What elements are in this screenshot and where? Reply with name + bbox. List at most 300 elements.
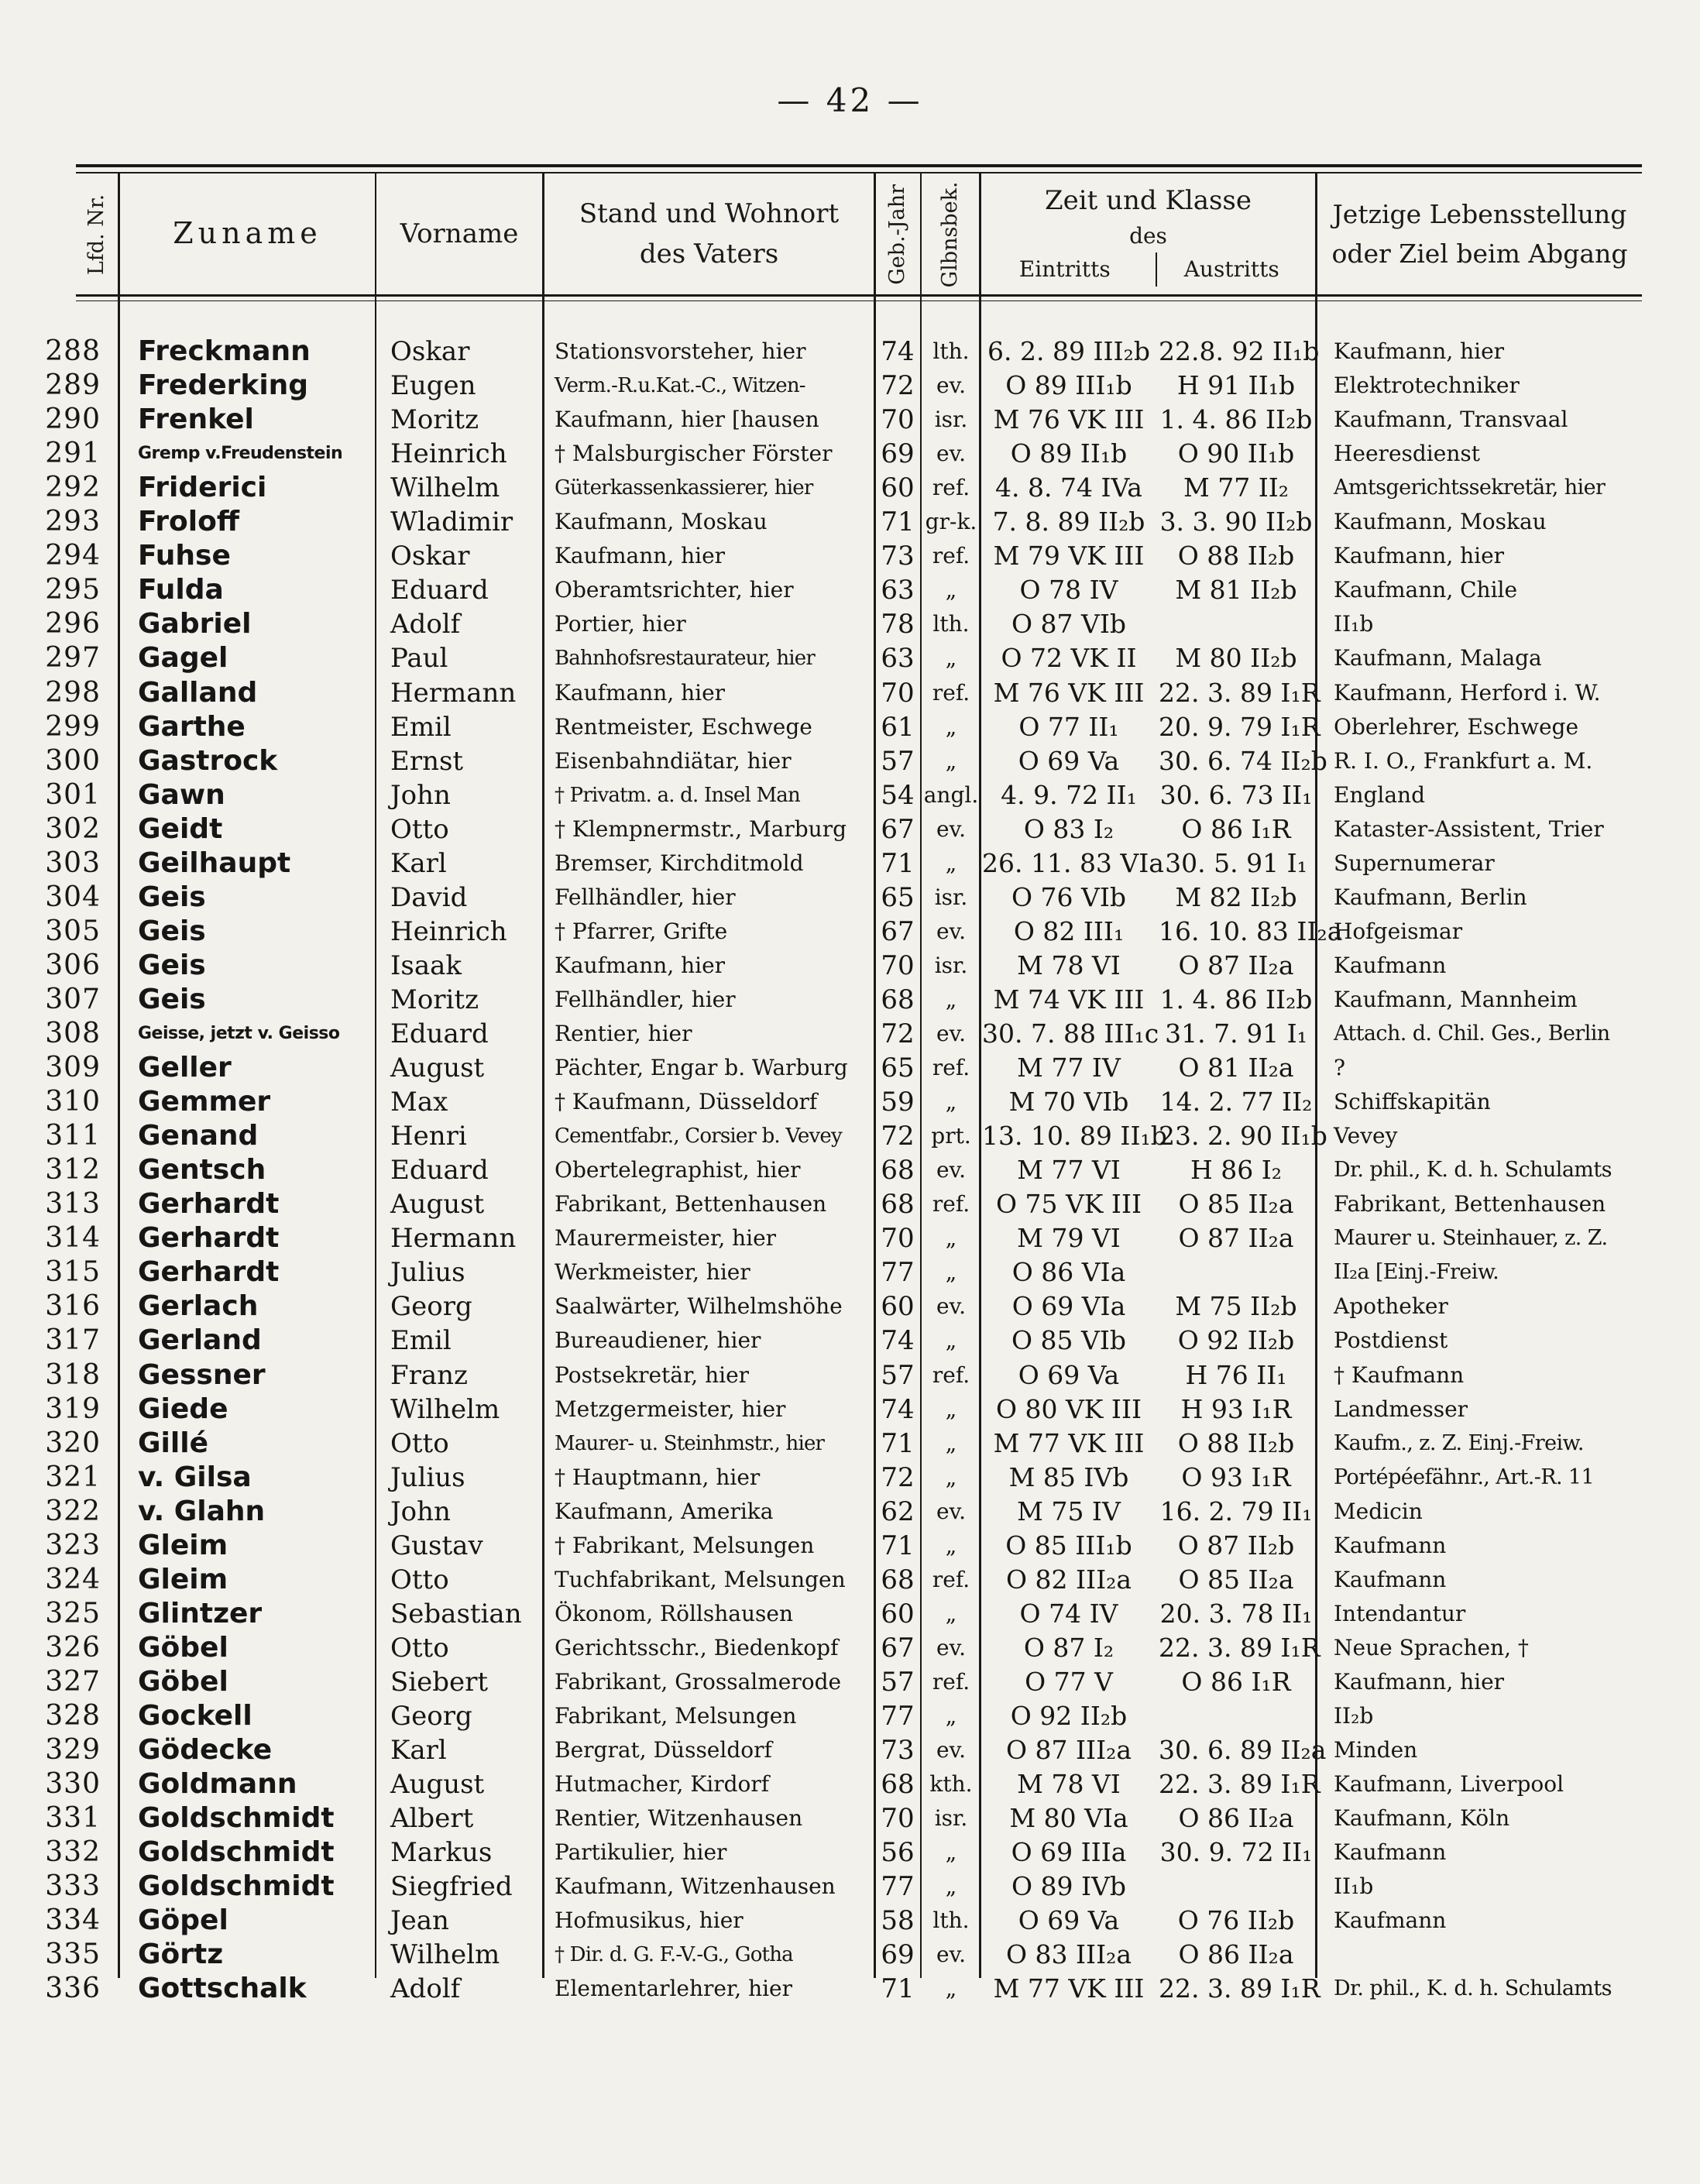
cell-geb-jahr: 56 xyxy=(881,1837,915,1869)
cell-geb-jahr: 70 xyxy=(881,404,915,436)
cell-glaubensbekenntnis: ev. xyxy=(936,441,966,467)
cell-zuname: Frederking xyxy=(138,369,309,402)
cell-vorname: Wladimir xyxy=(390,507,513,538)
cell-lebensstellung: R. I. O., Frankfurt a. M. xyxy=(1334,747,1593,774)
cell-glaubensbekenntnis: „ xyxy=(945,1873,957,1900)
cell-austritt: O 85 II₂a xyxy=(1178,1189,1294,1220)
table-row xyxy=(0,846,1700,881)
cell-glaubensbekenntnis: ev. xyxy=(936,1021,966,1046)
cell-austritt: H 91 II₁b xyxy=(1176,370,1296,401)
cell-austritt: O 86 I₁R xyxy=(1181,813,1291,844)
header-zuname: Zuname xyxy=(173,216,322,251)
cell-nr: 308 xyxy=(45,1018,101,1049)
cell-glaubensbekenntnis: ev. xyxy=(936,1942,966,1968)
cell-austritt: O 86 II₂a xyxy=(1178,1939,1294,1970)
cell-eintritt: O 74 IV xyxy=(1019,1598,1118,1629)
cell-eintritt: M 76 VK III xyxy=(993,404,1145,435)
cell-nr: 298 xyxy=(45,676,101,709)
cell-austritt: 16. 10. 83 II₂a xyxy=(1159,915,1343,946)
cell-glaubensbekenntnis: ref. xyxy=(932,1362,970,1388)
cell-nr: 314 xyxy=(45,1222,101,1255)
cell-zuname: Gastrock xyxy=(138,744,278,777)
cell-lebensstellung: Schiffskapitän xyxy=(1334,1089,1491,1115)
cell-glaubensbekenntnis: „ xyxy=(945,1089,957,1115)
cell-vorname: Adolf xyxy=(390,1973,461,2005)
cell-geb-jahr: 72 xyxy=(881,1461,915,1493)
cell-lebensstellung: Kaufmann xyxy=(1334,952,1447,978)
cell-stand: † Pfarrer, Grifte xyxy=(555,918,728,944)
cell-geb-jahr: 67 xyxy=(881,1632,915,1664)
cell-austritt: O 86 II₂a xyxy=(1178,1803,1294,1834)
cell-eintritt: O 85 VIb xyxy=(1011,1325,1127,1356)
cell-nr: 299 xyxy=(45,710,101,743)
cell-eintritt: M 75 IV xyxy=(1017,1495,1121,1526)
cell-zuname: Geis xyxy=(138,915,206,947)
cell-lebensstellung: Kaufmann, Mannheim xyxy=(1334,986,1578,1012)
table-row xyxy=(0,1017,1700,1051)
cell-glaubensbekenntnis: isr. xyxy=(934,407,968,433)
cell-vorname: Adolf xyxy=(390,609,461,640)
cell-stand: Kaufmann, hier [hausen xyxy=(555,407,819,433)
cell-glaubensbekenntnis: angl. xyxy=(923,781,979,808)
cell-lebensstellung: Elektrotechniker xyxy=(1334,373,1520,399)
cell-zuname: Frenkel xyxy=(138,403,254,436)
cell-nr: 293 xyxy=(45,506,101,538)
cell-nr: 332 xyxy=(45,1836,101,1869)
cell-eintritt: O 80 VK III xyxy=(995,1393,1142,1424)
cell-geb-jahr: 74 xyxy=(881,1393,915,1425)
cell-zuname: Gawn xyxy=(138,778,225,811)
cell-zuname: Gillé xyxy=(138,1427,208,1459)
cell-stand: Rentier, Witzenhausen xyxy=(555,1805,803,1832)
cell-geb-jahr: 72 xyxy=(881,1018,915,1049)
cell-austritt xyxy=(1159,1699,1314,1733)
cell-nr: 311 xyxy=(45,1120,101,1152)
cell-zuname: Gödecke xyxy=(138,1734,273,1767)
cell-austritt: 23. 2. 90 II₁b xyxy=(1159,1121,1327,1152)
cell-lebensstellung: Kaufmann, Moskau xyxy=(1334,509,1547,535)
table-row xyxy=(0,1597,1700,1631)
cell-nr: 297 xyxy=(45,642,101,675)
cell-austritt xyxy=(1159,1255,1314,1289)
cell-zuname: Gleim xyxy=(138,1563,228,1595)
table-row xyxy=(0,1870,1700,1904)
cell-lebensstellung: Kaufm., z. Z. Einj.-Freiw. xyxy=(1334,1430,1584,1455)
cell-zuname: Garthe xyxy=(138,710,246,743)
cell-stand: † Klempnermstr., Marburg xyxy=(555,816,847,842)
cell-stand: † Kaufmann, Düsseldorf xyxy=(555,1089,818,1115)
table-row xyxy=(0,915,1700,949)
cell-geb-jahr: 73 xyxy=(881,1735,915,1767)
cell-eintritt: M 79 VK III xyxy=(993,541,1145,572)
table-row xyxy=(0,1699,1700,1733)
table-row xyxy=(0,505,1700,539)
cell-stand: Kaufmann, hier xyxy=(555,952,726,978)
cell-zuname: Gremp v.Freudenstein xyxy=(138,444,343,464)
cell-nr: 322 xyxy=(45,1495,101,1527)
cell-geb-jahr: 68 xyxy=(881,1155,915,1186)
cell-stand: Maurermeister, hier xyxy=(555,1225,777,1252)
cell-eintritt: O 89 II₁b xyxy=(1010,438,1128,469)
cell-nr: 301 xyxy=(45,778,101,811)
cell-lebensstellung xyxy=(1334,1938,1643,1972)
cell-vorname: Karl xyxy=(390,1735,447,1767)
cell-eintritt: M 79 VI xyxy=(1017,1223,1121,1254)
cell-zuname: Gottschalk xyxy=(138,1973,307,2005)
table-row xyxy=(0,1972,1700,2006)
cell-lebensstellung: ? xyxy=(1334,1055,1346,1081)
cell-vorname: Eduard xyxy=(390,1018,489,1049)
cell-austritt: M 80 II₂b xyxy=(1175,643,1297,674)
cell-geb-jahr: 70 xyxy=(881,1223,915,1255)
cell-austritt: 22. 3. 89 I₁R xyxy=(1159,677,1321,708)
cell-austritt: 30. 6. 89 II₂a xyxy=(1159,1735,1327,1766)
cell-zuname: Geis xyxy=(138,881,206,913)
cell-eintritt: O 83 I₂ xyxy=(1023,813,1114,844)
cell-geb-jahr: 67 xyxy=(881,813,915,845)
table-row xyxy=(0,1358,1700,1392)
cell-eintritt: M 85 IVb xyxy=(1008,1461,1129,1492)
cell-stand: Kaufmann, hier xyxy=(555,679,726,706)
cell-geb-jahr: 71 xyxy=(881,1427,915,1459)
cell-stand: † Fabrikant, Melsungen xyxy=(555,1532,815,1558)
cell-eintritt: M 77 VK III xyxy=(993,1973,1145,2004)
cell-zuname: Gockell xyxy=(138,1700,252,1732)
cell-lebensstellung: Kaufmann, Transvaal xyxy=(1334,407,1568,433)
cell-eintritt: M 74 VK III xyxy=(993,984,1145,1015)
cell-zuname: Gerlach xyxy=(138,1290,259,1323)
cell-glaubensbekenntnis: isr. xyxy=(934,884,968,910)
cell-stand: Metzgermeister, hier xyxy=(555,1396,786,1422)
cell-geb-jahr: 60 xyxy=(881,472,915,504)
cell-stand: Bureaudiener, hier xyxy=(555,1327,761,1354)
cell-austritt: 22. 3. 89 I₁R xyxy=(1159,1632,1321,1663)
cell-nr: 304 xyxy=(45,881,101,913)
cell-lebensstellung: Dr. phil., K. d. h. Schulamts xyxy=(1334,1976,1612,2001)
table-row xyxy=(0,1085,1700,1119)
cell-lebensstellung: Kaufmann xyxy=(1334,1839,1447,1866)
cell-glaubensbekenntnis: „ xyxy=(945,1259,957,1286)
cell-eintritt: 4. 9. 72 II₁ xyxy=(1001,779,1137,810)
cell-zuname: v. Gilsa xyxy=(138,1461,252,1493)
cell-eintritt: O 87 VIb xyxy=(1011,609,1127,640)
cell-eintritt: 30. 7. 88 III₁c xyxy=(982,1018,1159,1049)
cell-austritt: O 86 I₁R xyxy=(1181,1666,1291,1697)
cell-austritt: M 81 II₂b xyxy=(1175,575,1297,606)
cell-lebensstellung: Kaufmann, Herford i. W. xyxy=(1334,679,1601,706)
cell-zuname: Göbel xyxy=(138,1665,228,1698)
cell-lebensstellung: II₁b xyxy=(1334,1873,1374,1900)
cell-stand: Kaufmann, hier xyxy=(555,543,726,569)
cell-geb-jahr: 63 xyxy=(881,643,915,675)
cell-nr: 323 xyxy=(45,1529,101,1561)
cell-lebensstellung: Attach. d. Chil. Ges., Berlin xyxy=(1334,1022,1610,1046)
cell-zuname: Geilhaupt xyxy=(138,846,291,879)
page-number: — 42 — xyxy=(777,81,923,119)
cell-vorname: Markus xyxy=(390,1837,493,1869)
cell-eintritt: 6. 2. 89 III₂b xyxy=(987,336,1150,366)
cell-zuname: Fuhse xyxy=(138,540,231,572)
cell-stand: Hutmacher, Kirdorf xyxy=(555,1771,770,1798)
cell-glaubensbekenntnis: ev. xyxy=(936,373,966,399)
cell-austritt: 1. 4. 86 II₂b xyxy=(1159,404,1313,435)
cell-stand: Rentier, hier xyxy=(555,1021,692,1046)
table-row xyxy=(0,1938,1700,1972)
cell-stand: † Malsburgischer Förster xyxy=(555,441,833,467)
header-austritts: Austritts xyxy=(1183,256,1279,282)
cell-stand: Güterkassenkassierer, hier xyxy=(555,476,813,500)
cell-nr: 335 xyxy=(45,1938,101,1971)
cell-lebensstellung: Landmesser xyxy=(1334,1396,1468,1422)
cell-stand: Hofmusikus, hier xyxy=(555,1908,744,1934)
cell-austritt xyxy=(1159,1870,1314,1904)
cell-zuname: Genand xyxy=(138,1120,259,1152)
cell-glaubensbekenntnis: „ xyxy=(945,1600,957,1626)
cell-eintritt: 13. 10. 89 II₁b xyxy=(982,1121,1167,1152)
cell-nr: 310 xyxy=(45,1086,101,1118)
cell-vorname: Julius xyxy=(390,1257,465,1289)
cell-geb-jahr: 68 xyxy=(881,1564,915,1595)
cell-nr: 324 xyxy=(45,1563,101,1595)
cell-zuname: Goldschmidt xyxy=(138,1870,335,1903)
cell-austritt: 22. 3. 89 I₁R xyxy=(1159,1973,1321,2004)
cell-zuname: Göbel xyxy=(138,1631,228,1664)
table-row xyxy=(0,778,1700,812)
cell-vorname: Wilhelm xyxy=(390,1393,500,1425)
cell-austritt: 14. 2. 77 II₂ xyxy=(1159,1087,1313,1118)
cell-glaubensbekenntnis: lth. xyxy=(932,1908,970,1934)
cell-zuname: Gabriel xyxy=(138,608,252,640)
cell-glaubensbekenntnis: „ xyxy=(945,850,957,876)
cell-lebensstellung: Kaufmann xyxy=(1334,1532,1447,1558)
cell-vorname: Heinrich xyxy=(390,438,507,470)
header-bottom-rule-thin xyxy=(76,300,1642,301)
cell-vorname: Jean xyxy=(390,1905,449,1937)
cell-austritt: M 77 II₂ xyxy=(1183,472,1290,503)
cell-eintritt: O 89 III₁b xyxy=(1005,370,1132,401)
cell-glaubensbekenntnis: „ xyxy=(945,1430,957,1456)
cell-nr: 319 xyxy=(45,1392,101,1425)
cell-glaubensbekenntnis: ev. xyxy=(936,1293,966,1320)
cell-geb-jahr: 71 xyxy=(881,507,915,538)
table-row xyxy=(0,1461,1700,1495)
table-row xyxy=(0,1187,1700,1221)
cell-vorname: John xyxy=(390,779,451,811)
cell-vorname: August xyxy=(390,1053,485,1084)
header-lfd-nr-cell xyxy=(76,173,118,294)
cell-zuname: Froloff xyxy=(138,506,240,538)
cell-austritt: 22. 3. 89 I₁R xyxy=(1159,1769,1321,1800)
header-leb-line2: oder Ziel beim Abgang xyxy=(1331,239,1628,269)
header-stand-line2: des Vaters xyxy=(639,239,779,270)
cell-geb-jahr: 62 xyxy=(881,1495,915,1527)
cell-vorname: Eduard xyxy=(390,1155,489,1186)
cell-austritt: 1. 4. 86 II₂b xyxy=(1159,984,1313,1015)
cell-austritt: 30. 5. 91 I₁ xyxy=(1165,847,1307,878)
cell-nr: 320 xyxy=(45,1427,101,1459)
cell-austritt: O 90 II₁b xyxy=(1177,438,1295,469)
cell-geb-jahr: 77 xyxy=(881,1701,915,1732)
cell-glaubensbekenntnis: „ xyxy=(945,1396,957,1422)
cell-eintritt: O 87 I₂ xyxy=(1023,1632,1114,1663)
table-row xyxy=(0,1392,1700,1427)
cell-nr: 305 xyxy=(45,915,101,947)
header-glbnsbek: Glbnsbek. xyxy=(938,181,963,288)
cell-geb-jahr: 74 xyxy=(881,336,915,367)
cell-glaubensbekenntnis: lth. xyxy=(932,338,970,364)
cell-nr: 290 xyxy=(45,403,101,436)
cell-eintritt: O 76 VIb xyxy=(1011,881,1127,912)
cell-lebensstellung: Vevey xyxy=(1334,1123,1398,1149)
cell-lebensstellung: Dr. phil., K. d. h. Schulamts xyxy=(1334,1158,1612,1183)
header-eintritts: Eintritts xyxy=(1018,256,1111,282)
cell-zuname: Gessner xyxy=(138,1358,266,1391)
cell-stand: † Dir. d. G. F.-V.-G., Gotha xyxy=(555,1943,793,1967)
cell-stand: Bergrat, Düsseldorf xyxy=(555,1737,772,1763)
cell-eintritt: O 92 II₂b xyxy=(1010,1701,1128,1731)
header-zeit xyxy=(981,173,1315,294)
cell-eintritt: O 69 Va xyxy=(1018,1359,1120,1390)
cell-vorname: Sebastian xyxy=(390,1598,522,1629)
cell-vorname: Otto xyxy=(390,1632,449,1664)
cell-zuname: Gerhardt xyxy=(138,1188,280,1221)
cell-nr: 302 xyxy=(45,812,101,845)
table-row xyxy=(0,539,1700,573)
cell-stand: † Privatm. a. d. Insel Man xyxy=(555,783,800,807)
cell-nr: 316 xyxy=(45,1290,101,1323)
cell-glaubensbekenntnis: gr-k. xyxy=(925,509,977,535)
cell-vorname: Eugen xyxy=(390,370,476,402)
header-vorname: Vorname xyxy=(400,218,519,249)
cell-geb-jahr: 70 xyxy=(881,1803,915,1835)
cell-zuname: Gagel xyxy=(138,642,228,675)
cell-eintritt: M 78 VI xyxy=(1017,1769,1121,1800)
cell-lebensstellung: Oberlehrer, Eschwege xyxy=(1334,713,1579,740)
cell-austritt: O 88 II₂b xyxy=(1177,1427,1295,1458)
cell-geb-jahr: 63 xyxy=(881,575,915,606)
cell-glaubensbekenntnis: „ xyxy=(945,1327,957,1354)
cell-eintritt: O 83 III₂a xyxy=(1005,1939,1132,1970)
table-row xyxy=(0,437,1700,471)
cell-geb-jahr: 74 xyxy=(881,1325,915,1357)
table-row xyxy=(0,1255,1700,1289)
table-row xyxy=(0,1119,1700,1153)
cell-eintritt: O 82 III₁ xyxy=(1013,915,1125,946)
cell-nr: 334 xyxy=(45,1904,101,1937)
cell-lebensstellung: Supernumerar xyxy=(1334,850,1495,876)
cell-austritt: 20. 3. 78 II₁ xyxy=(1159,1598,1313,1629)
cell-lebensstellung: Kaufmann, Berlin xyxy=(1334,884,1527,910)
cell-zuname: Gleim xyxy=(138,1529,228,1561)
cell-vorname: Hermann xyxy=(390,677,517,709)
cell-zuname: Göpel xyxy=(138,1904,228,1937)
cell-eintritt: O 86 VIa xyxy=(1011,1257,1126,1288)
cell-vorname: Eduard xyxy=(390,575,489,606)
cell-geb-jahr: 57 xyxy=(881,745,915,777)
cell-lebensstellung: Minden xyxy=(1334,1737,1418,1763)
cell-vorname: Emil xyxy=(390,1325,452,1357)
cell-stand: Eisenbahndiätar, hier xyxy=(555,747,792,774)
cell-eintritt: O 77 II₁ xyxy=(1018,711,1119,742)
cell-nr: 294 xyxy=(45,540,101,572)
cell-lebensstellung: Maurer u. Steinhauer, z. Z. xyxy=(1334,1226,1608,1251)
cell-vorname: Oskar xyxy=(390,336,470,367)
cell-glaubensbekenntnis: ev. xyxy=(936,1634,966,1660)
cell-nr: 321 xyxy=(45,1461,101,1493)
cell-austritt: O 87 II₂b xyxy=(1177,1530,1295,1561)
cell-geb-jahr: 71 xyxy=(881,847,915,879)
cell-eintritt: 4. 8. 74 IVa xyxy=(995,472,1142,503)
cell-glaubensbekenntnis: isr. xyxy=(934,952,968,978)
header-lfd-nr: Lfd. Nr. xyxy=(84,194,109,276)
cell-austritt: 20. 9. 79 I₁R xyxy=(1159,711,1321,742)
cell-glaubensbekenntnis: „ xyxy=(945,986,957,1012)
cell-zuname: v. Glahn xyxy=(138,1495,266,1527)
cell-geb-jahr: 59 xyxy=(881,1087,915,1118)
cell-lebensstellung: England xyxy=(1334,781,1426,808)
cell-vorname: August xyxy=(390,1189,485,1221)
cell-nr: 296 xyxy=(45,608,101,640)
cell-zuname: Geisse, jetzt v. Geisso xyxy=(138,1024,340,1043)
cell-geb-jahr: 68 xyxy=(881,1189,915,1221)
cell-lebensstellung: Kaufmann, hier xyxy=(1334,1668,1505,1695)
cell-stand: Maurer- u. Steinhmstr., hier xyxy=(555,1431,825,1455)
cell-lebensstellung: Heeresdienst xyxy=(1334,441,1480,467)
cell-zuname: Geis xyxy=(138,983,206,1015)
cell-stand: Bremser, Kirchditmold xyxy=(555,850,804,876)
cell-eintritt: O 89 IVb xyxy=(1011,1871,1127,1902)
cell-austritt: 30. 6. 74 II₂b xyxy=(1159,745,1327,776)
table-row xyxy=(0,881,1700,915)
cell-geb-jahr: 65 xyxy=(881,881,915,913)
header-stand-line1: Stand und Wohnort xyxy=(579,197,840,229)
cell-glaubensbekenntnis: ref. xyxy=(932,1191,970,1217)
table-row xyxy=(0,1289,1700,1324)
cell-glaubensbekenntnis: ev. xyxy=(936,918,966,944)
cell-geb-jahr: 57 xyxy=(881,1666,915,1698)
cell-eintritt: M 77 VI xyxy=(1017,1155,1121,1186)
cell-nr: 289 xyxy=(45,369,101,402)
cell-eintritt: O 69 Va xyxy=(1018,1905,1120,1936)
cell-nr: 328 xyxy=(45,1700,101,1732)
cell-austritt xyxy=(1159,607,1314,641)
table-row xyxy=(0,1733,1700,1767)
cell-stand: Fellhändler, hier xyxy=(555,986,736,1012)
cell-austritt: 16. 2. 79 II₁ xyxy=(1159,1495,1313,1526)
header-leb-line1: Jetzige Lebensstellung xyxy=(1332,198,1627,229)
cell-zuname: Geller xyxy=(138,1052,232,1084)
table-row xyxy=(0,949,1700,983)
cell-lebensstellung: Neue Sprachen, † xyxy=(1334,1634,1529,1660)
cell-nr: 303 xyxy=(45,846,101,879)
table-row xyxy=(0,1665,1700,1699)
table-row xyxy=(0,1767,1700,1801)
header-leb xyxy=(1317,173,1642,294)
cell-eintritt: O 78 IV xyxy=(1019,575,1118,606)
cell-zuname: Gemmer xyxy=(138,1086,271,1118)
cell-zuname: Görtz xyxy=(138,1938,224,1971)
cell-vorname: Max xyxy=(390,1087,448,1118)
table-row xyxy=(0,1835,1700,1870)
cell-stand: Tuchfabrikant, Melsungen xyxy=(555,1566,846,1592)
table-row xyxy=(0,1563,1700,1597)
cell-vorname: Karl xyxy=(390,847,447,879)
table-row xyxy=(0,1153,1700,1187)
cell-eintritt: M 77 VK III xyxy=(993,1427,1145,1458)
cell-vorname: Franz xyxy=(390,1359,468,1391)
cell-stand: Gerichtsschr., Biedenkopf xyxy=(555,1634,839,1660)
cell-stand: Fabrikant, Melsungen xyxy=(555,1703,797,1729)
